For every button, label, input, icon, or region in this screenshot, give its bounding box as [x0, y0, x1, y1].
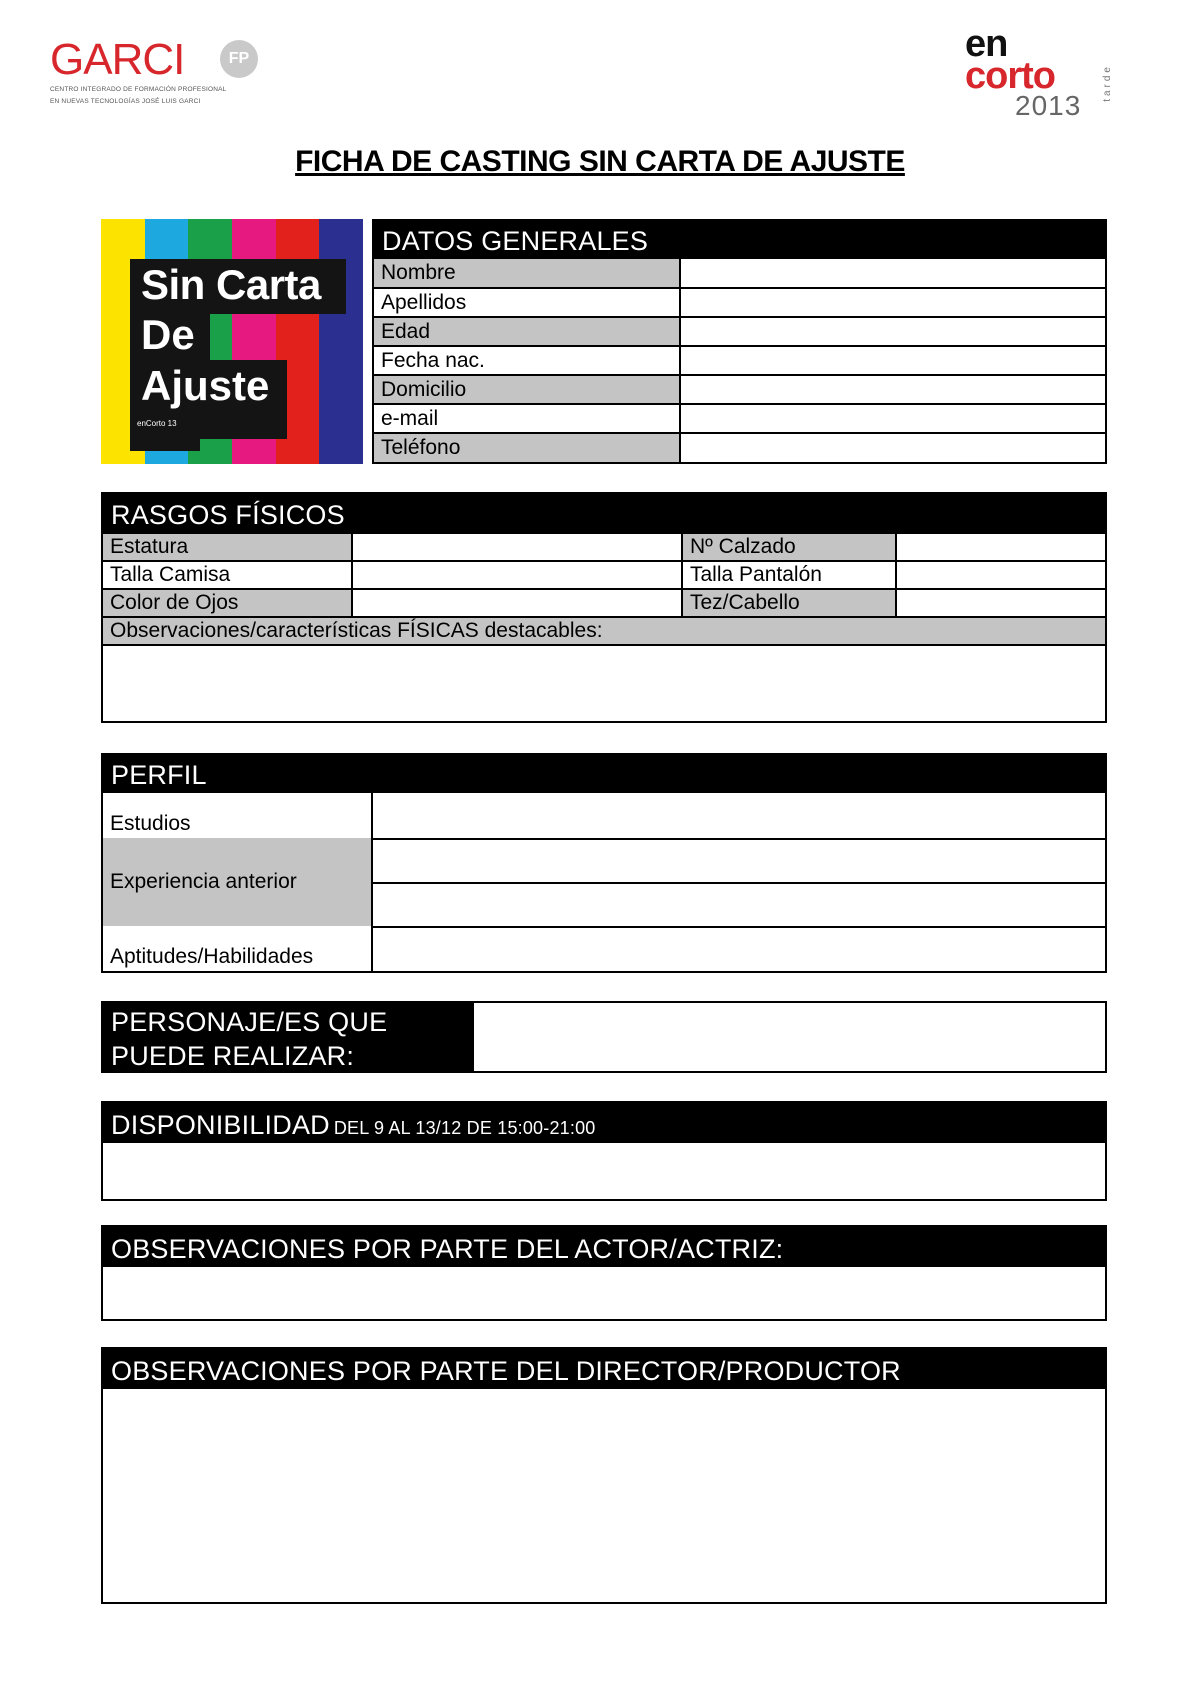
- tez-cabello-field[interactable]: [897, 590, 1105, 616]
- field-row-apellidos: [374, 287, 1105, 316]
- perfil-labels: [103, 793, 373, 971]
- fecha-nac-field[interactable]: [681, 347, 1105, 374]
- field-row-edad: [374, 316, 1105, 345]
- edad-field[interactable]: [681, 318, 1105, 345]
- disponibilidad-title: DISPONIBILIDAD: [111, 1110, 330, 1140]
- observaciones-director-heading: OBSERVACIONES POR PARTE DEL DIRECTOR/PRODUCTOR: [103, 1349, 1105, 1389]
- field-label: Nombre: [374, 259, 681, 287]
- field-label: Edad: [374, 318, 681, 345]
- encorto-logo-en: en: [965, 23, 1008, 65]
- encorto-logo-corto: corto: [965, 55, 1055, 97]
- nombre-field[interactable]: [681, 259, 1105, 287]
- estudios-label: Estudios: [103, 793, 371, 838]
- garci-logo-wordmark: GARCI: [50, 35, 185, 84]
- poster-title-line1: Sin Carta: [141, 261, 321, 308]
- observaciones-actor-section: [101, 1225, 1107, 1321]
- personajes-field[interactable]: [474, 1003, 1105, 1071]
- observaciones-director-section: [101, 1347, 1107, 1604]
- field-label: Nº Calzado: [683, 534, 897, 560]
- field-label: Tez/Cabello: [683, 590, 897, 616]
- field-label: Talla Pantalón: [683, 562, 897, 588]
- rasgos-row: [103, 588, 1105, 616]
- apellidos-field[interactable]: [681, 289, 1105, 316]
- poster-panel-4: [130, 437, 200, 451]
- field-row-email: [374, 403, 1105, 432]
- rasgos-row: [103, 560, 1105, 588]
- field-row-domicilio: [374, 374, 1105, 403]
- estatura-field[interactable]: [353, 534, 683, 560]
- poster-title-line2: De: [141, 311, 195, 358]
- aptitudes-field[interactable]: [375, 928, 1105, 971]
- aptitudes-label: Aptitudes/Habilidades: [103, 926, 371, 971]
- observaciones-actor-field[interactable]: [103, 1267, 1105, 1319]
- field-label: e-mail: [374, 405, 681, 432]
- observaciones-fisicas-field[interactable]: [103, 644, 1105, 721]
- garci-logo: [50, 35, 260, 108]
- perfil-heading: PERFIL: [103, 755, 1105, 793]
- page-title: FICHA DE CASTING SIN CARTA DE AJUSTE: [295, 145, 905, 178]
- datos-generales-section: [101, 219, 1107, 464]
- field-label: Estatura: [103, 534, 353, 560]
- email-field[interactable]: [681, 405, 1105, 432]
- observaciones-actor-heading: OBSERVACIONES POR PARTE DEL ACTOR/ACTRIZ:: [103, 1227, 1105, 1267]
- personajes-heading-line2: PUEDE REALIZAR:: [111, 1041, 355, 1071]
- rasgos-row: [103, 532, 1105, 560]
- field-row-fecha-nac: [374, 345, 1105, 374]
- encorto-logo-year: 2013: [1015, 90, 1082, 121]
- experiencia-label: Experiencia anterior: [103, 838, 371, 926]
- experiencia-field-2[interactable]: [375, 884, 1105, 926]
- poster-title-line3: Ajuste: [141, 362, 270, 409]
- personajes-heading: [103, 1003, 474, 1071]
- telefono-field[interactable]: [681, 434, 1105, 462]
- color-ojos-field[interactable]: [353, 590, 683, 616]
- observaciones-director-field[interactable]: [103, 1389, 1105, 1602]
- garci-fp-badge: FP: [220, 40, 258, 78]
- field-label: Domicilio: [374, 376, 681, 403]
- garci-logo-subtitle-1: CENTRO INTEGRADO DE FORMACIÓN PROFESIONAL: [50, 86, 227, 93]
- observaciones-fisicas-label: Observaciones/características FÍSICAS destacables:: [103, 616, 1105, 644]
- encorto-logo-tarde: tarde: [1102, 64, 1113, 102]
- poster-stripe: [319, 219, 363, 464]
- datos-generales-heading: DATOS GENERALES: [374, 221, 1105, 259]
- disponibilidad-detail: DEL 9 AL 13/12 DE 15:00-21:00: [333, 1118, 596, 1138]
- field-row-nombre: [374, 259, 1105, 287]
- talla-camisa-field[interactable]: [353, 562, 683, 588]
- calzado-field[interactable]: [897, 534, 1105, 560]
- field-row-telefono: [374, 432, 1105, 462]
- talla-pantalon-field[interactable]: [897, 562, 1105, 588]
- personajes-heading-line1: PERSONAJE/ES QUE: [111, 1007, 388, 1037]
- garci-logo-subtitle-2: EN NUEVAS TECNOLOGÍAS JOSÉ LUIS GARCI: [50, 98, 201, 105]
- field-label: Talla Camisa: [103, 562, 353, 588]
- encorto-logo: [965, 23, 1125, 123]
- domicilio-field[interactable]: [681, 376, 1105, 403]
- disponibilidad-section: [101, 1101, 1107, 1201]
- rasgos-fisicos-heading: RASGOS FÍSICOS: [103, 494, 1105, 532]
- perfil-section: [101, 753, 1107, 973]
- rasgos-fisicos-section: [101, 492, 1107, 723]
- estudios-field[interactable]: [375, 793, 1105, 838]
- field-label: Fecha nac.: [374, 347, 681, 374]
- disponibilidad-field[interactable]: [103, 1143, 1105, 1199]
- field-label: Teléfono: [374, 434, 681, 462]
- disponibilidad-heading: [103, 1103, 1105, 1143]
- experiencia-field-1[interactable]: [375, 840, 1105, 882]
- personajes-section: [101, 1001, 1107, 1073]
- datos-generales-table: [372, 219, 1107, 464]
- field-label: Color de Ojos: [103, 590, 353, 616]
- field-label: Apellidos: [374, 289, 681, 316]
- poster-tag: enCorto 13: [137, 419, 177, 428]
- perfil-body: [103, 793, 1105, 971]
